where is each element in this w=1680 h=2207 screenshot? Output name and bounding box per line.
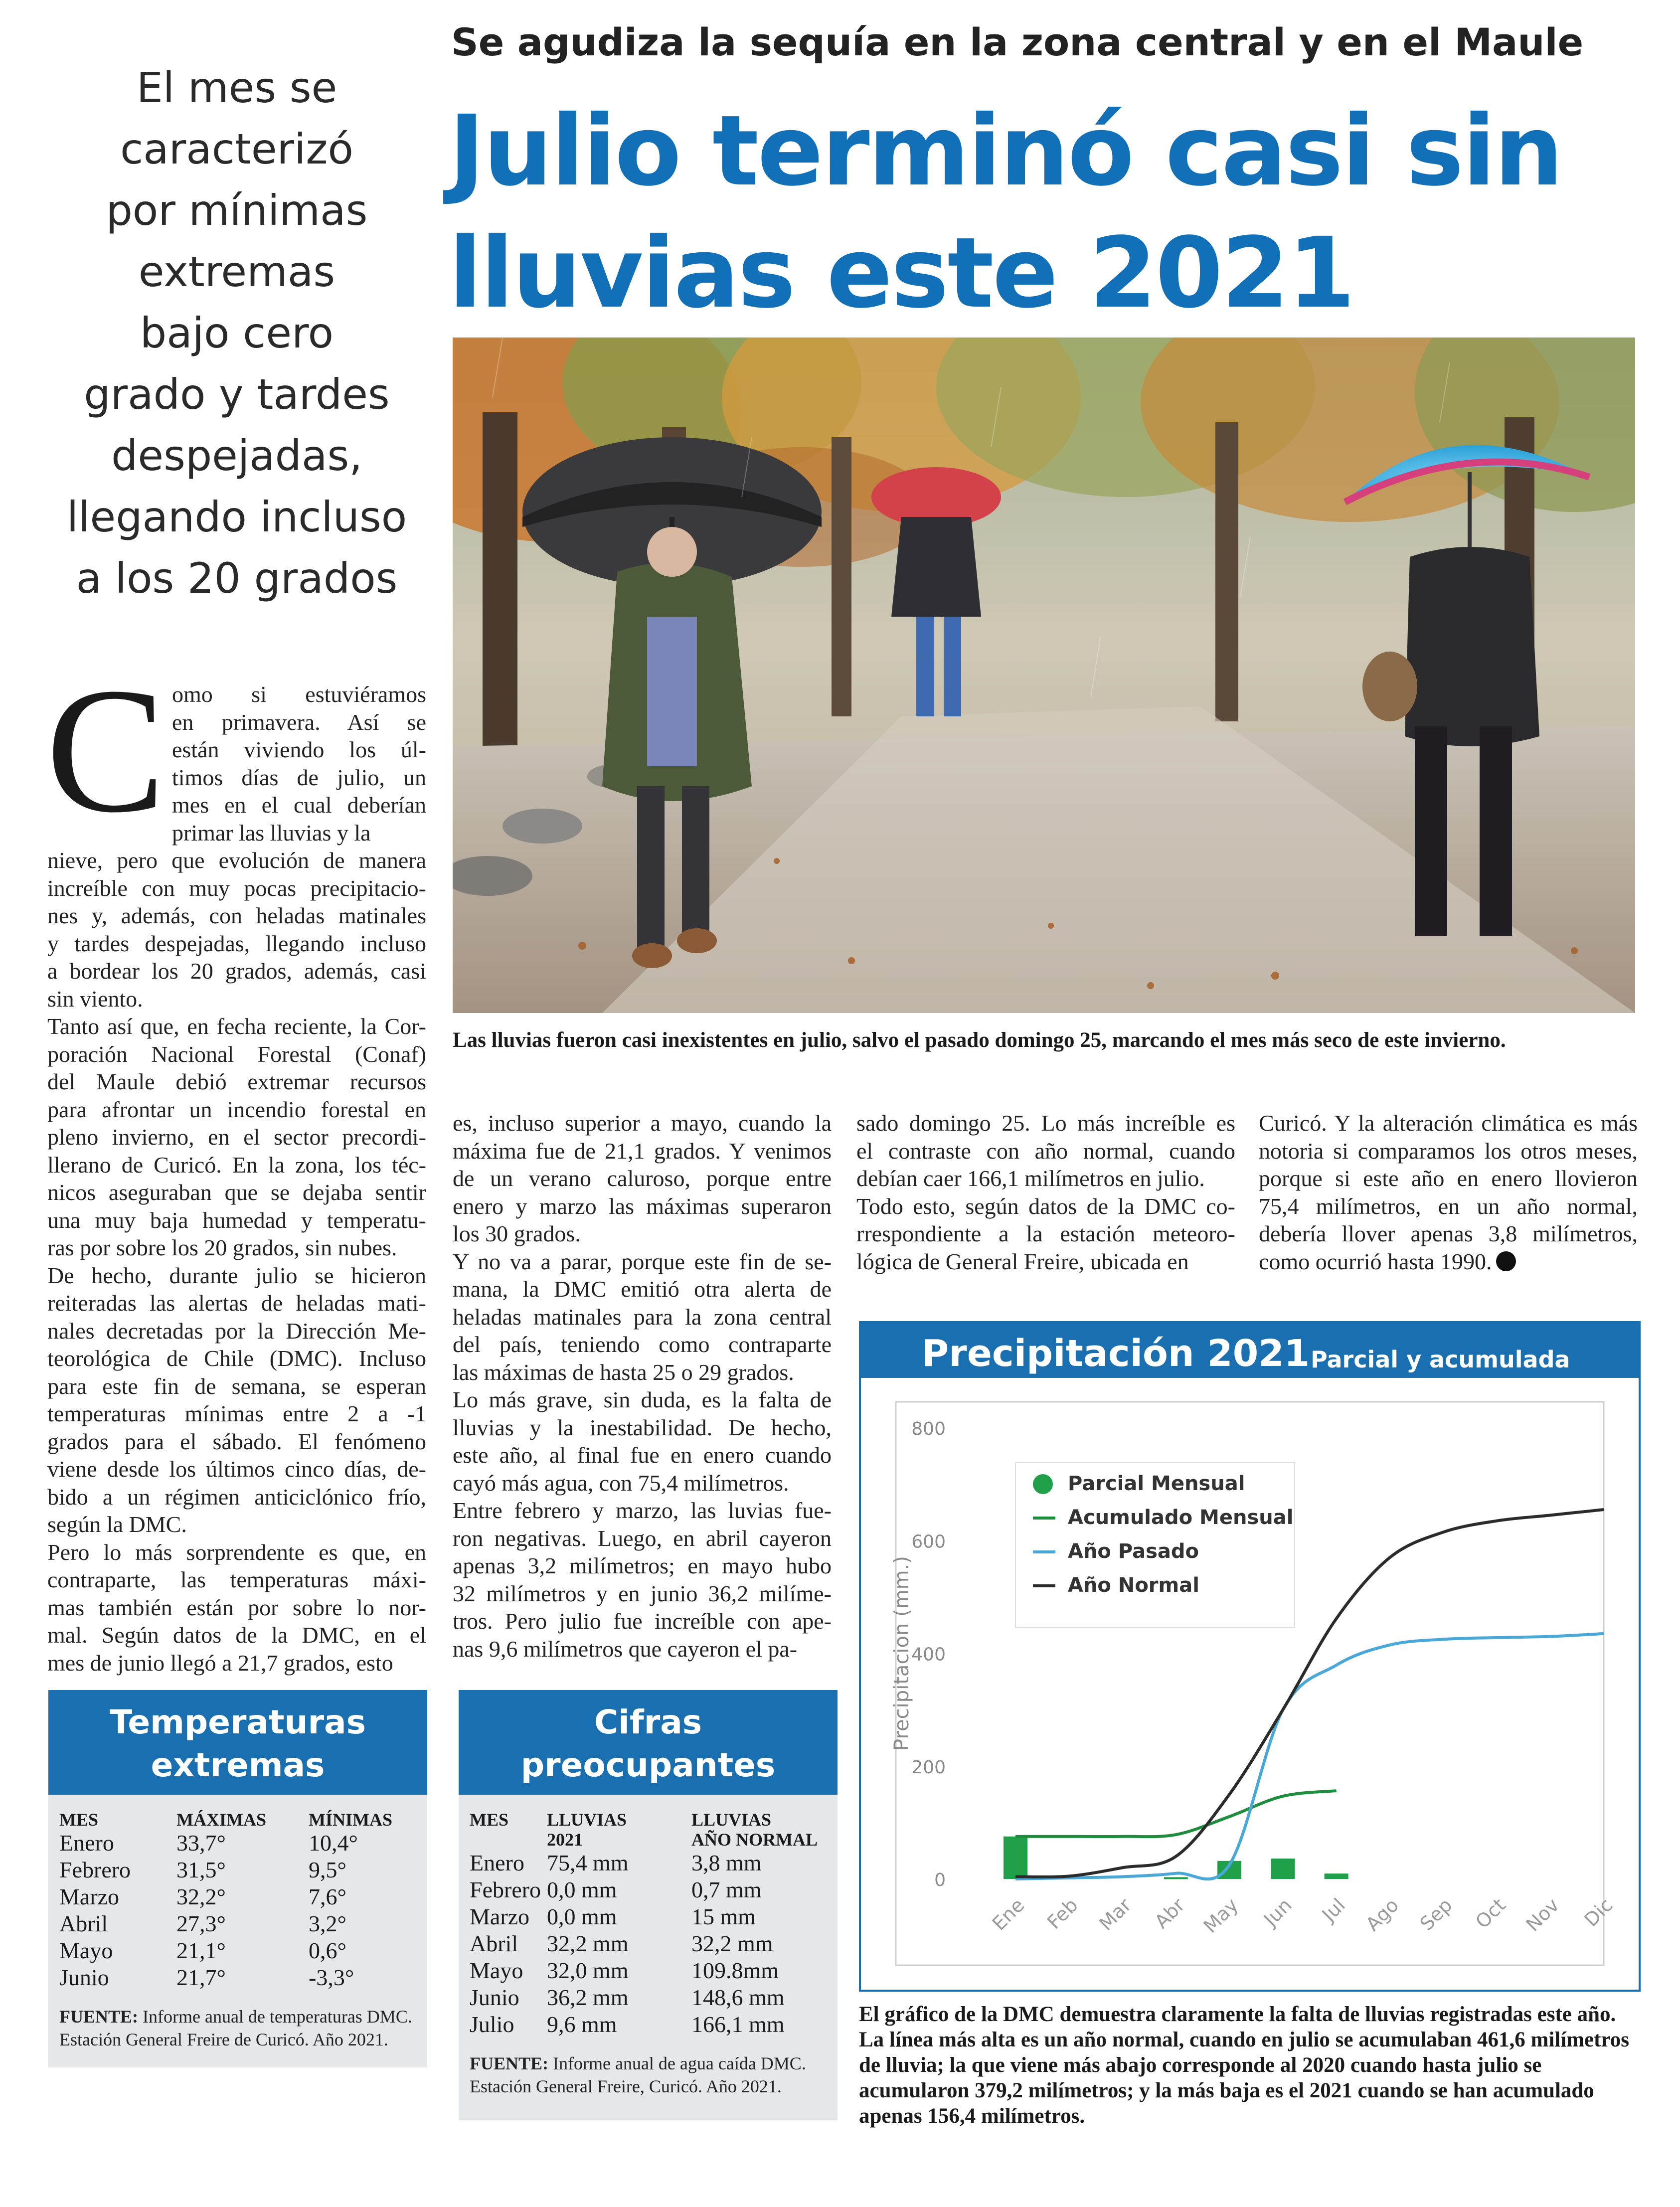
body-line: Pero lo más sorprendente es que, en [47,1539,426,1565]
table-row [470,1957,827,1984]
precipitation-chart [859,1321,1641,1992]
source-text: Informe anual de temperaturas DMC. Estación General Freire de Curicó. Año 2021. [59,2007,412,2049]
table-cell: Mayo [59,1938,113,1963]
chart-plot [861,1378,1639,1990]
box-title-line: Temperaturas [110,1703,366,1741]
table-cell: Junio [470,1985,519,2010]
table-row [59,1857,416,1883]
bar-parcial-mensual [1004,1837,1027,1879]
table-row [59,1910,416,1937]
body-line: increíble con muy pocas precipitacio- [47,875,426,901]
temperatures-table-body [59,1830,416,1991]
col-header-minimas: MÍNIMAS [309,1810,392,1830]
body-line: Lo más grave, sin duda, es la falta de [453,1387,832,1412]
header-line: 2021 [547,1830,583,1850]
rainy-street-photo [453,338,1635,1013]
table-cell: Junio [59,1965,109,1990]
pull-quote-line: despejadas, [111,431,362,480]
bar-parcial-mensual [1271,1859,1295,1879]
body-line: del país, teniendo como contraparte [453,1332,832,1357]
chart-title-bar [861,1323,1639,1378]
body-line: mana, la DMC emitió otra alerta de [453,1276,832,1302]
body-line: Todo esto, según datos de la DMC co- [856,1193,1235,1219]
body-line: sin viento. [47,986,143,1012]
body-line: lógica de General Freire, ubicada en [856,1248,1189,1274]
table-cell: 148,6 mm [691,1985,785,2010]
body-line: y tardes despejadas, llegando incluso [47,930,426,956]
body-line: las máximas de hasta 25 o 29 grados. [453,1359,794,1385]
body-line: temperaturas mínimas entre 2 a -1 [47,1401,426,1426]
rainfall-box-title [459,1690,838,1795]
body-line: según la DMC. [47,1512,187,1537]
body-line: mes en el cual deberían [172,792,426,818]
legend-label: Acumulado Mensual [1068,1506,1294,1529]
body-line: reiteradas las alertas de heladas mati- [47,1290,426,1316]
y-tick-label: 200 [911,1757,946,1778]
body-line: Curicó. Y la alteración climática es más [1259,1110,1638,1136]
body-line: notoria si comparamos los otros meses, [1259,1138,1638,1164]
body-line: para este fin de semana, se esperan [47,1373,426,1399]
col-header-mes: MES [470,1810,509,1830]
rainfall-table [470,1810,827,2038]
x-tick-label: Oct [1471,1894,1510,1933]
x-tick-label: Jun [1259,1894,1296,1931]
pull-quote-line: por mínimas [106,186,368,235]
body-column-2 [453,1109,832,1663]
body-line: rrespondiente a la estación meteoro- [856,1221,1235,1246]
legend-label: Parcial Mensual [1068,1472,1245,1495]
x-tick-label: Jul [1318,1894,1350,1926]
pull-quote-line: caracterizó [120,125,353,173]
body-line: este año, al final fue en enero cuando [453,1442,832,1468]
body-line: mes de junio llegó a 21,7 grados, esto [47,1650,393,1676]
box-title-line: preocupantes [520,1746,776,1784]
body-line: sado domingo 25. Lo más increíble es [856,1110,1235,1136]
temperatures-box-title [48,1690,427,1795]
table-row [470,1903,827,1930]
body-line: omo si estuviéramos [172,681,426,707]
x-tick-label: Mar [1095,1894,1136,1935]
body-line: nicos aseguraban que se dejaba sentir [47,1180,426,1205]
chart-caption: El gráfico de la DMC demuestra claramente la falta de lluvias registradas este año. La línea más alta es un año normal, cuando en julio se acumulaban 461,6 milímetros de lluvia; la que viene más abajo corresponde al 2020 cuando hasta julio se acumularon 379,2 milímetros; y la más baja es el 2021 cuando se han acumulado apenas 156,4 milímetros. [859,2003,1629,2128]
x-tick-label: Nov [1521,1894,1564,1936]
table-cell: 21,7° [176,1965,226,1990]
body-line: es, incluso superior a mayo, cuando la [453,1110,832,1136]
body-line: los 30 grados. [453,1221,581,1246]
body-line: mal. Según datos de la DMC, en el [47,1622,426,1648]
table-header-row [470,1810,827,1850]
table-cell: 109.8mm [691,1958,779,1983]
bar-parcial-mensual [1164,1877,1188,1879]
article-headline [449,90,1665,334]
article-photo [453,338,1635,1013]
pull-quote-line: grado y tardes [84,370,390,419]
table-cell: 32,2 mm [691,1931,773,1956]
table-cell: 21,1° [176,1938,226,1963]
table-cell: 36,2 mm [547,1985,629,2010]
body-line: nales decretadas por la Dirección Me- [47,1318,426,1344]
legend-label: Año Normal [1068,1574,1199,1597]
body-line: de un verano caluroso, porque entre [453,1166,832,1191]
pull-quote-line: a los 20 grados [76,554,398,603]
pull-quote-line: extremas [138,247,336,296]
body-line: enero y marzo las máximas superaron [453,1193,832,1219]
body-line: a bordear los 20 grados, además, casi [47,958,426,984]
body-line: ras por sobre los 20 grados, sin nubes. [47,1235,397,1260]
end-of-article-mark [1496,1251,1516,1271]
table-cell: Febrero [59,1857,131,1882]
table-row [470,2011,827,2038]
table-cell: Mayo [470,1958,523,1983]
x-tick-label: Ago [1361,1894,1403,1936]
body-line: para afrontar un incendio forestal en [47,1096,426,1122]
body-line: cayó más agua, con 75,4 milímetros. [453,1470,789,1496]
source-label: FUENTE: [470,2053,549,2073]
body-line: Entre febrero y marzo, las luvias fue- [453,1498,832,1523]
headline-line: lluvias este 2021 [449,216,1354,330]
pull-quote [45,57,429,609]
table-cell: 166,1 mm [691,2012,785,2037]
table-cell: Abril [470,1931,518,1956]
body-line: De hecho, durante julio se hicieron [47,1262,426,1288]
table-cell: Marzo [470,1904,530,1929]
rainfall-source [470,2052,827,2098]
table-cell: 3,2° [309,1911,346,1936]
body-line: primar las lluvias y la [172,820,371,846]
chart-subtitle: Parcial y acumulada [1311,1346,1570,1373]
col-header-mes: MES [59,1810,99,1830]
y-axis-label: Precipitacion (mm.) [890,1556,913,1751]
table-cell: 0,6° [309,1938,346,1963]
table-cell: 0,7 mm [691,1877,762,1902]
legend-label: Año Pasado [1068,1540,1199,1563]
body-line: nieve, pero que evolución de manera [47,848,426,873]
table-cell: 31,5° [176,1857,226,1882]
table-cell: 10,4° [309,1830,358,1856]
x-tick-label: Abr [1150,1894,1189,1933]
body-line: teorológica de Chile (DMC). Incluso [47,1346,426,1371]
body-line: 32 milímetros y en junio 36,2 milíme- [453,1580,832,1606]
y-tick-label: 0 [934,1870,946,1890]
body-line: timos días de julio, un [172,764,426,790]
table-cell: 32,0 mm [547,1958,629,1983]
body-line: una muy baja humedad y temperatu- [47,1207,426,1233]
col-header-lluvias-normal [691,1810,827,1850]
x-tick-label: Dic [1580,1894,1617,1931]
rainfall-figures-box [459,1690,838,2120]
col-header-maximas: MÁXIMAS [176,1810,266,1830]
body-line: están viviendo los úl- [172,737,426,762]
body-line: mas también están por sobre lo nor- [47,1594,426,1620]
body-line: heladas matinales para la zona central [453,1304,832,1330]
x-tick-label: May [1199,1894,1243,1937]
table-cell: 3,8 mm [691,1850,762,1875]
body-line: Y no va a parar, porque este fin de se- [453,1248,832,1274]
body-line: máxima fue de 21,1 grados. Y venimos [453,1138,832,1164]
x-tick-label: Sep [1415,1894,1457,1935]
body-line: contraparte, las temperaturas máxi- [47,1567,426,1592]
table-cell: 32,2° [176,1884,226,1909]
table-cell: 33,7° [176,1830,226,1856]
body-line: como ocurrió hasta 1990. [1259,1248,1492,1274]
body-line: en primavera. Así se [172,709,426,735]
pull-quote-line: llegando incluso [66,493,407,541]
pull-quote-line: El mes se [136,63,337,112]
table-cell: 32,2 mm [547,1931,629,1956]
temperatures-source [59,2005,416,2051]
table-cell: 75,4 mm [547,1850,629,1875]
table-cell: Julio [470,2012,514,2037]
box-title-line: extremas [151,1746,325,1784]
body-column-4 [1259,1109,1638,1275]
table-cell: Enero [470,1850,524,1875]
body-line: llerano de Curicó. En la zona, los téc- [47,1152,426,1178]
y-tick-label: 600 [911,1531,946,1552]
table-row [470,1930,827,1957]
table-header-row [59,1810,416,1830]
headline-line: Julio terminó casi sin [449,94,1562,207]
table-row [59,1964,416,1991]
table-row [470,1876,827,1903]
table-cell: 0,0 mm [547,1877,617,1902]
body-line: apenas 3,2 milímetros; en mayo hubo [453,1553,832,1578]
table-row [59,1937,416,1964]
table-cell: 9,6 mm [547,2012,617,2037]
x-tick-label: Feb [1042,1894,1082,1933]
table-cell: 15 mm [691,1904,756,1929]
col-header-lluvias-2021 [547,1810,691,1850]
body-line: viene desde los últimos cinco días, de- [47,1456,426,1482]
body-line: porque si este año en enero llovieron [1259,1166,1638,1191]
table-cell: 27,3° [176,1911,226,1936]
table-row [470,1850,827,1876]
body-line: debería llover apenas 3,8 milímetros, [1259,1221,1638,1246]
body-line: grados para el sábado. El fenómeno [47,1428,426,1454]
chart-title: Precipitación 2021 [922,1332,1310,1375]
body-line: nes y, además, con heladas matinales [47,903,426,928]
box-title-line: Cifras [594,1703,702,1741]
body-line: poración Nacional Forestal (Conaf) [47,1041,426,1067]
table-cell: 7,6° [309,1884,346,1909]
photo-caption: Las lluvias fueron casi inexistentes en julio, salvo el pasado domingo 25, marcando el mes más seco de este invierno. [453,1028,1506,1052]
body-line: nas 9,6 milímetros que cayeron el pa- [453,1636,798,1662]
body-line: bido a un régimen anticiclónico frío, [47,1484,426,1510]
table-cell: Enero [59,1830,114,1856]
temperatures-box [48,1690,427,2067]
rainfall-table-body [470,1850,827,2038]
table-cell: 0,0 mm [547,1904,617,1929]
y-tick-label: 800 [911,1419,946,1439]
table-cell: 9,5° [309,1857,346,1882]
body-column-3 [856,1109,1235,1275]
table-cell: -3,3° [309,1965,354,1990]
body-line: el contraste con año normal, cuando [856,1138,1235,1164]
body-line: Tanto así que, en fecha reciente, la Cor- [47,1014,426,1039]
source-text: Informe anual de agua caída DMC. Estación General Freire, Curicó. Año 2021. [470,2053,806,2096]
y-tick-label: 400 [911,1644,946,1665]
body-line: tros. Pero julio fue increíble con ape- [453,1608,832,1634]
body-line: lluvias y la inestabilidad. De hecho, [453,1414,832,1440]
body-line: 75,4 milímetros, en un año normal, [1259,1193,1638,1219]
table-row [470,1984,827,2011]
source-label: FUENTE: [59,2007,139,2027]
table-row [59,1830,416,1857]
body-line: debían caer 166,1 milímetros en julio. [856,1166,1205,1191]
body-column-1 [47,847,426,1677]
body-column-1-indented [172,680,426,847]
header-line: LLUVIAS [691,1810,772,1830]
header-line: LLUVIAS [547,1810,627,1830]
article-kicker: Se agudiza la sequía en la zona central y en el Maule [451,20,1584,64]
header-line: AÑO NORMAL [691,1830,818,1850]
pull-quote-line: bajo cero [140,309,334,357]
table-cell: Marzo [59,1884,120,1909]
x-tick-label: Ene [988,1894,1029,1935]
drop-cap: C [46,651,166,849]
temperatures-table [59,1810,416,1991]
bar-parcial-mensual [1325,1873,1348,1879]
body-line: pleno invierno, en el sector precordi- [47,1124,426,1150]
legend-marker [1033,1474,1053,1494]
body-line: del Maule debió extremar recursos [47,1069,426,1094]
table-cell: Febrero [470,1877,541,1902]
body-line: ron negativas. Luego, en abril cayeron [453,1525,832,1551]
table-cell: Abril [59,1911,108,1936]
table-row [59,1883,416,1910]
